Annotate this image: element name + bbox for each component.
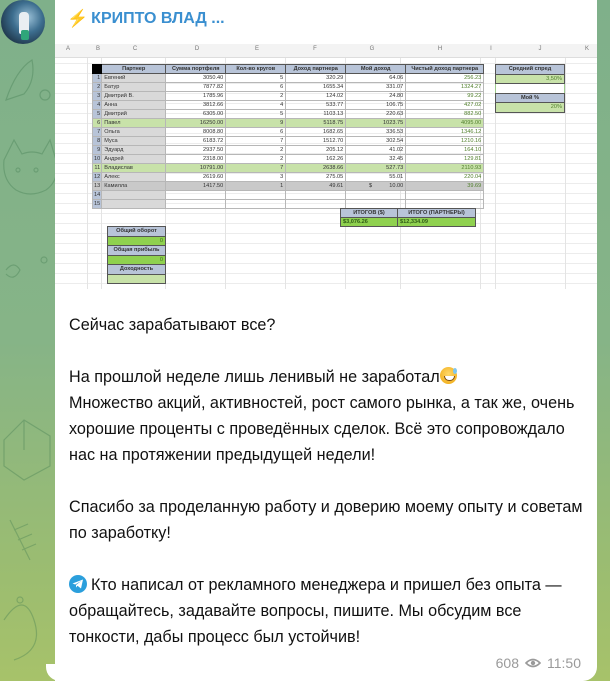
table-row — [93, 155, 484, 164]
cell-portfolio: 2619.60 — [166, 173, 226, 182]
table-row — [93, 146, 484, 155]
header-portfolio: Сумма портфеля — [166, 65, 226, 74]
message-text — [69, 312, 589, 650]
cell-partner-name: Ольга — [102, 128, 166, 137]
col-letter: J — [538, 46, 542, 52]
cell-partner-name: Эдуард — [102, 146, 166, 155]
message-line-promotions: Множество акций, активностей, рост самого рынка, а так же, очень хорошие проценты с проведённых сделок. Всё это сопровождало нас на протяжении предыдущей недели! — [69, 394, 575, 464]
totals-table — [340, 208, 476, 227]
totals-mine-value: $3,076.26 — [341, 218, 398, 227]
header-partner: Партнер — [102, 65, 166, 74]
cell-my-income — [346, 191, 406, 200]
col-letter: A — [65, 46, 70, 52]
my-pct-label: Мой % — [496, 93, 565, 103]
header-my-income: Мой доход — [346, 65, 406, 74]
cell-net-income: 882.50 — [406, 110, 484, 119]
row-number: 11 — [94, 165, 101, 171]
cell-my-income: 331.07 — [346, 83, 406, 92]
col-letter: F — [313, 46, 317, 52]
cell-rounds: 2 — [226, 146, 286, 155]
row-number: 13 — [94, 183, 101, 189]
cell-my-income: 32.45 — [346, 155, 406, 164]
col-letter: E — [254, 46, 259, 52]
row-number: 9 — [93, 146, 102, 155]
cell-my-income: 1023.75 — [346, 119, 406, 128]
summary-box — [107, 226, 166, 284]
cell-partner-income: 1655.34 — [286, 83, 346, 92]
cell-partner-income: 275.05 — [286, 173, 346, 182]
cell-partner-income: 49.61 — [286, 182, 346, 191]
cell-rounds: 5 — [226, 74, 286, 83]
spread-value: 3,50% — [496, 74, 565, 84]
cell-partner-name: Алекс — [102, 173, 166, 182]
spread-box — [495, 64, 565, 113]
eye-icon — [525, 658, 541, 668]
row-number: 1 — [93, 74, 102, 83]
col-letter: C — [132, 46, 138, 52]
cell-rounds: 5 — [226, 110, 286, 119]
cell-portfolio: 1417.50 — [166, 182, 226, 191]
cell-net-income: 39.69 — [406, 182, 484, 191]
cell-net-income: 1346.12 — [406, 128, 484, 137]
table-row — [93, 164, 484, 173]
cell-portfolio: 10791.00 — [166, 164, 226, 173]
cell-portfolio: 6183.72 — [166, 137, 226, 146]
table-row — [93, 182, 484, 191]
cell-rounds: 4 — [226, 101, 286, 110]
turnover-value: 0 — [108, 236, 166, 246]
turnover-label: Общий оборот — [108, 227, 166, 237]
cell-partner-name: Владислав — [102, 164, 166, 173]
cell-rounds: 9 — [226, 119, 286, 128]
cell-partner-income: 1103.13 — [286, 110, 346, 119]
totals-partners-value: $12,334.09 — [398, 218, 476, 227]
cell-portfolio — [166, 200, 226, 209]
table-row — [93, 110, 484, 119]
message-meta — [496, 655, 581, 671]
lightning-icon: ⚡ — [67, 9, 89, 28]
cell-portfolio: 3812.66 — [166, 101, 226, 110]
cell-partner-name: Андрей — [102, 155, 166, 164]
cell-partner-income: 1682.65 — [286, 128, 346, 137]
cell-my-income: 106.75 — [346, 101, 406, 110]
cell-my-income: 527.73 — [346, 164, 406, 173]
message-paragraph — [69, 494, 589, 546]
cell-portfolio — [166, 191, 226, 200]
cell-partner-income: 1512.70 — [286, 137, 346, 146]
row-number: 15 — [94, 201, 101, 207]
cell-my-income: 336.53 — [346, 128, 406, 137]
row-number: 3 — [93, 92, 102, 101]
cell-my-income: 41.02 — [346, 146, 406, 155]
cell-net-income: 4095.00 — [406, 119, 484, 128]
corner-cell — [93, 65, 102, 74]
cell-rounds: 7 — [226, 137, 286, 146]
table-row — [93, 173, 484, 182]
column-header-bar — [55, 44, 597, 58]
cell-partner-name: Муса — [102, 137, 166, 146]
grinning-sweat-emoji-icon — [440, 367, 457, 384]
message-paragraph — [69, 572, 589, 650]
cell-portfolio: 7877.82 — [166, 83, 226, 92]
col-letter: K — [584, 46, 589, 52]
cell-my-income: 24.80 — [346, 92, 406, 101]
row-number: 6 — [93, 119, 102, 128]
header-net-income: Чистый доход партнера — [406, 65, 484, 74]
col-letter: B — [95, 46, 100, 52]
profit-value: 0 — [108, 255, 166, 265]
message-paragraph — [69, 312, 589, 338]
cell-net-income: 129.81 — [406, 155, 484, 164]
message-line-lazy: На прошлой неделе лишь ленивый не заработал — [69, 368, 440, 386]
row-number: 10 — [94, 156, 101, 162]
table-row — [93, 92, 484, 101]
cell-net-income: 2110.93 — [406, 164, 484, 173]
cell-rounds: 2 — [226, 155, 286, 164]
channel-header[interactable] — [67, 6, 225, 32]
col-letter: G — [369, 46, 375, 52]
cell-net-income: 220.04 — [406, 173, 484, 182]
cell-rounds: 7 — [226, 164, 286, 173]
row-number: 12 — [94, 174, 101, 180]
cell-partner-income: 162.26 — [286, 155, 346, 164]
cell-net-income: 256.23 — [406, 74, 484, 83]
cell-partner-income: 2638.66 — [286, 164, 346, 173]
header-partner-income: Доход партнера — [286, 65, 346, 74]
cell-portfolio: 3050.40 — [166, 74, 226, 83]
cell-partner-name: Павел — [102, 119, 166, 128]
cell-rounds — [226, 191, 286, 200]
cell-partner-income: 124.02 — [286, 92, 346, 101]
cell-partner-name: Дмитрий В. — [102, 92, 166, 101]
cell-partner-income: 320.29 — [286, 74, 346, 83]
table-row — [93, 137, 484, 146]
message-line-thanks: Спасибо за проделанную работу и доверию моему опыту и советам по заработку! — [69, 498, 583, 542]
channel-name[interactable]: КРИПТО ВЛАД ... — [91, 10, 225, 27]
cell-partner-name: Камилла — [102, 182, 166, 191]
yield-label: Доходность — [108, 265, 166, 275]
profit-label: Общая прибыль — [108, 246, 166, 256]
row-number: 4 — [93, 101, 102, 110]
table-row — [93, 83, 484, 92]
cell-portfolio: 2318.00 — [166, 155, 226, 164]
view-count: 608 — [495, 655, 519, 671]
cell-partner-income: 533.77 — [286, 101, 346, 110]
spread-blank — [496, 84, 565, 94]
totals-partners-label: ИТОГО (ПАРТНЕРЫ) — [398, 209, 476, 218]
cell-rounds — [226, 200, 286, 209]
cell-rounds: 3 — [226, 173, 286, 182]
yield-value — [108, 274, 166, 284]
cell-portfolio: 2937.50 — [166, 146, 226, 155]
cell-my-income: 55.01 — [346, 173, 406, 182]
table-row — [93, 74, 484, 83]
cell-rounds: 6 — [226, 128, 286, 137]
message-line-question: Сейчас зарабатывают все? — [69, 316, 276, 334]
spreadsheet-image[interactable] — [55, 44, 597, 289]
col-letter: D — [194, 46, 200, 52]
cell-net-income: 1324.27 — [406, 83, 484, 92]
cell-partner-income: 205.12 — [286, 146, 346, 155]
cell-my-income: 302.54 — [346, 137, 406, 146]
cell-partner-income — [286, 200, 346, 209]
message-paragraph — [69, 364, 589, 468]
row-number: 14 — [94, 192, 101, 198]
header-rounds: Кол-во кругов — [226, 65, 286, 74]
cell-partner-income — [286, 191, 346, 200]
message-line-contact: Кто написал от рекламного менеджера и пришел без опыта — обращайтесь, задавайте вопросы, пишите. Мы обсудим все тонкости, дабы процесс был устойчив! — [69, 576, 562, 646]
cell-rounds: 1 — [226, 182, 286, 191]
cell-net-income — [406, 191, 484, 200]
cell-partner-name: Анна — [102, 101, 166, 110]
cell-rounds: 6 — [226, 83, 286, 92]
cell-partner-name: Евгений — [102, 74, 166, 83]
totals-mine-label: ИТОГОВ ($) — [341, 209, 398, 218]
channel-avatar[interactable] — [1, 0, 45, 44]
row-number: 8 — [93, 137, 102, 146]
row-number: 7 — [93, 128, 102, 137]
col-letter: H — [437, 46, 443, 52]
background-doodle-pattern — [0, 0, 62, 681]
cell-partner-income: 5118.75 — [286, 119, 346, 128]
cell-net-income: 1210.16 — [406, 137, 484, 146]
spread-label: Средний спред — [496, 65, 565, 75]
cell-my-income: 220.63 — [346, 110, 406, 119]
row-number: 2 — [93, 83, 102, 92]
cell-partner-name: Дмитрий — [102, 110, 166, 119]
table-row — [93, 101, 484, 110]
cell-portfolio: 1785.96 — [166, 92, 226, 101]
cell-portfolio: 16250.00 — [166, 119, 226, 128]
partners-table — [92, 64, 484, 209]
row-number: 5 — [93, 110, 102, 119]
message-time: 11:50 — [547, 655, 581, 671]
cell-partner-name — [102, 191, 166, 200]
table-header-row — [93, 65, 484, 74]
cell-my-income: $ 10.00 — [346, 182, 406, 191]
table-row — [93, 191, 484, 200]
telegram-icon — [69, 575, 87, 593]
message-bubble — [55, 0, 597, 681]
cell-portfolio: 6305.00 — [166, 110, 226, 119]
cell-rounds: 2 — [226, 92, 286, 101]
cell-portfolio: 8008.80 — [166, 128, 226, 137]
cell-net-income: 164.10 — [406, 146, 484, 155]
my-pct-value: 20% — [496, 103, 565, 113]
cell-partner-name — [102, 200, 166, 209]
col-letter: I — [490, 46, 492, 52]
table-row — [93, 128, 484, 137]
table-row — [93, 119, 484, 128]
cell-my-income: 64.06 — [346, 74, 406, 83]
cell-net-income: 99.22 — [406, 92, 484, 101]
cell-partner-name: Батур — [102, 83, 166, 92]
cell-net-income: 427.02 — [406, 101, 484, 110]
